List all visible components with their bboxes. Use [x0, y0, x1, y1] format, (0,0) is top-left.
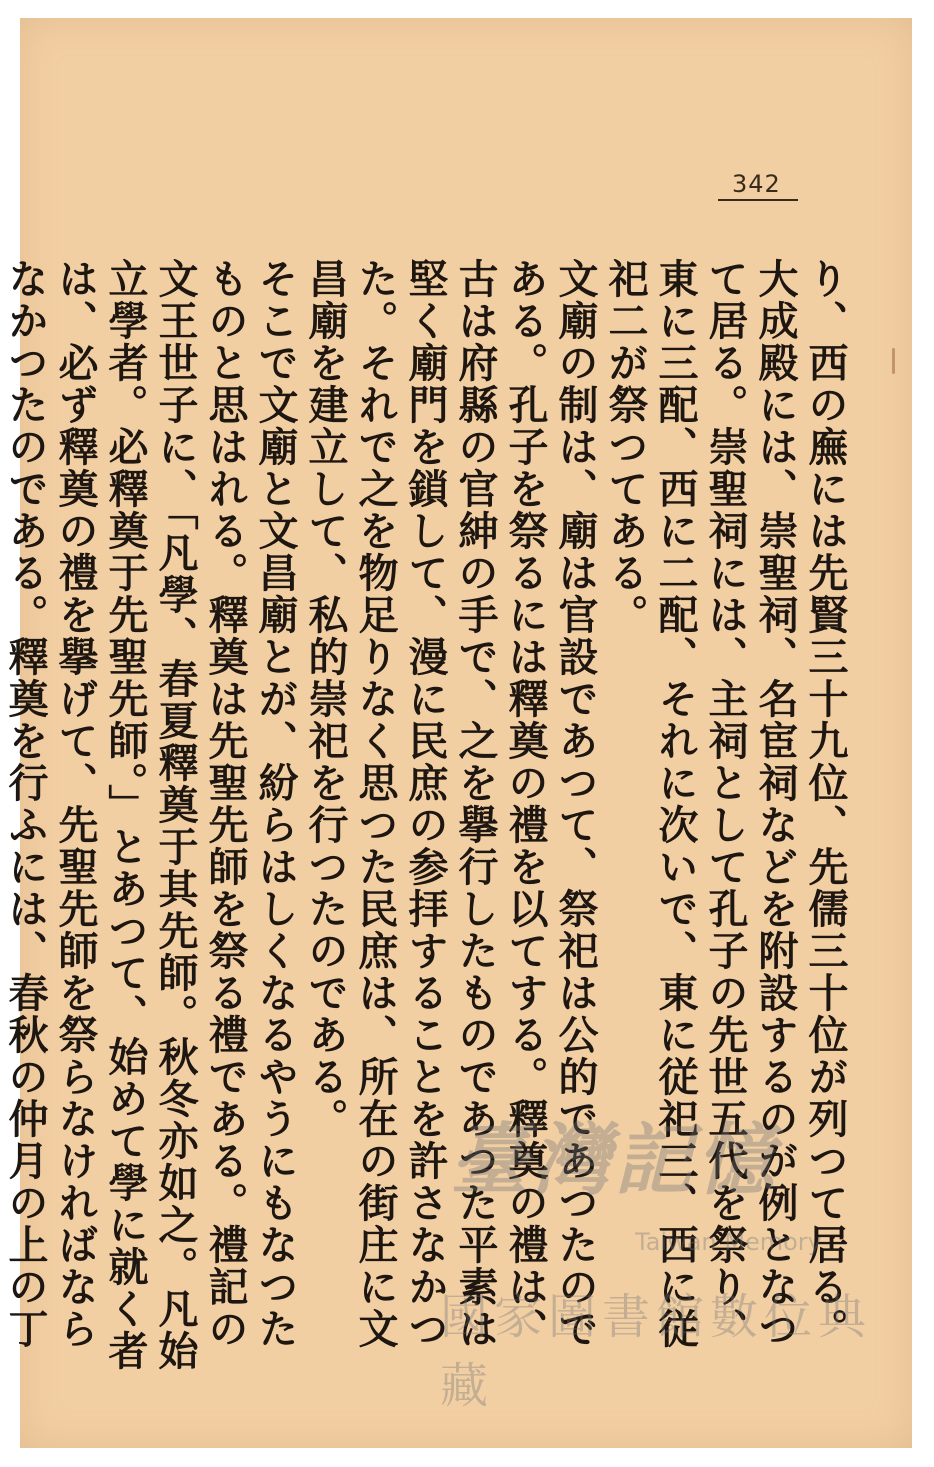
watermark-org: 國家圖書館數位典藏 [440, 1289, 873, 1414]
paragraph-1: り、西の廡には先賢三十九位、先儒三十位が列つて居る。大成殿には、崇聖祠、名宦祠などを附設するのが例となつて居る。崇聖祠には、主祠として孔子の先世五代を祭り、東に三配、西に二配、それに次いで、東に従祀三、西に従祀二が祭つてある。 [602, 258, 849, 1350]
paragraph-2: 文廟の制は、廟は官設であつて、祭祀は公的であつたのである。孔子を祭るには釋奠の禮を以てする。釋奠の禮は、古は府縣の官紳の手で、之を擧行したものであつた平素は堅く廟門を鎖して、漫に民庶の参拝することを許さなかつた。それで之を物足りなく思つた民庶は、所在の街庄に文昌廟を建立して、私的崇祀を行つたのである。 [302, 258, 599, 1350]
document-page [2, 18, 912, 1448]
page-number: 342 [732, 170, 781, 198]
paragraph-3: そこで文廟と文昌廟とが、紛らはしくなるやうにもなつたものと思はれる。釋奠は先聖先師を祭る禮である。禮記の文王世子に、「凡學、春夏釋奠于其先師。秋冬亦如之。凡始立學者。必釋奠于先聖先師。」とあつて、始めて學に就く者は、必ず釋奠の禮を擧げて、先聖先師を祭らなければならなかつたのである。釋奠を行ふには、春秋の仲月の上の丁 [2, 258, 299, 1372]
watermark-subtitle: Taiwan Memory [635, 1228, 822, 1256]
vertical-text-body [2, 258, 850, 1388]
watermark-title: 臺灣記憶 [450, 1115, 779, 1206]
paper-speck [892, 348, 895, 374]
page-number-rule [718, 199, 798, 201]
